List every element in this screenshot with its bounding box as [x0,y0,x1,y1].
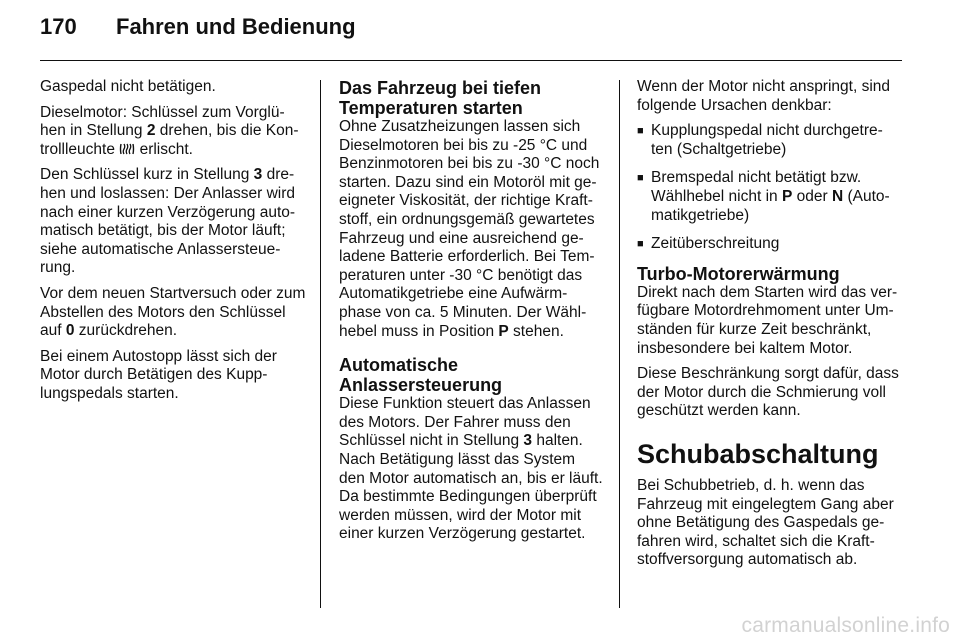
header-rule [40,60,902,61]
list-item: ■ Kupplungspedal nicht durchgetre-ten (Schaltgetriebe) [637,122,903,159]
page-title: Fahren und Bedienung [116,14,356,39]
section-heading: Automatische Anlassersteuerung [339,355,503,396]
column-2 [339,78,605,551]
column-divider-1 [320,80,321,608]
paragraph: Wenn der Motor nicht anspringt, sind folgende Ursachen denkbar: [637,78,891,114]
paragraph: Gaspedal nicht betätigen. [40,78,216,95]
watermark: carmanualsonline.info [741,614,950,637]
paragraph: Vor dem neuen Startversuch oder zum Abstellen des Motors den Schlüssel auf 0 zurückdrehen. [40,284,306,340]
list-item: ■ Bremspedal nicht betätigt bzw. Wählhebel nicht in P oder N (Auto-matikgetriebe) [637,169,903,225]
paragraph: Den Schlüssel kurz in Stellung 3 dre-hen und loslassen: Der Anlasser wird nach einer kurzen Verzögerung auto-matisch betätigt, bis der Motor läuft; siehe automatische Anlassersteue-rung. [40,166,296,277]
page-number: 170 [40,14,77,39]
paragraph: Dieselmotor: Schlüssel zum Vorglü-hen in Stellung 2 drehen, bis die Kon-trollleuchte erlischt. [40,103,299,158]
paragraph: Diese Beschränkung sorgt dafür, dass der Motor durch die Schmierung voll geschützt werden kann. [637,365,899,420]
column-3 [637,78,903,577]
paragraph: Ohne Zusatzheizungen lassen sich Dieselmotoren bei bis zu -25 °C und Benzinmotoren bei bis zu -30 °C noch starten. Dazu sind ein Motoröl mit ge-eigneter Viskosität, der richtige Kraft-stoff, ein ordnungsgemäß gewartetes Fahrzeug und eine ausreichend ge-ladene Batterie erforderlich. Bei Tem-peraturen unter -30 °C benötigt das Automatikgetriebe eine Aufwärm-phase von ca. 5 Minuten. Der Wähl-hebel muss in Position P stehen. [339,118,600,340]
paragraph: Direkt nach dem Starten wird das ver-fügbare Motordrehmoment unter Um-ständen für kurze Zeit beschränkt, insbesondere bei kaltem Motor. [637,283,898,357]
paragraph: Bei Schubbetrieb, d. h. wenn das Fahrzeug mit eingelegtem Gang aber ohne Betätigung des Gaspedals ge-fahren wird, schaltet sich die Kraft-stoffversorgung automatisch ab. [637,476,894,569]
section-heading: Das Fahrzeug bei tiefen Temperaturen starten [339,78,542,118]
page-header [40,14,356,40]
paragraph: Diese Funktion steuert das Anlassen des Motors. Der Fahrer muss den Schlüssel nicht in Stellung 3 halten. Nach Betätigung lässt das System den Motor automatisch an, bis er läuft. Da bestimmte Bedingungen überprüft werden müssen, wird der Motor mit einer kurzen Verzögerung gestartet. [339,395,603,543]
paragraph: Bei einem Autostopp lässt sich der Motor durch Betätigen des Kupp-lungspedals starten. [40,347,277,402]
cause-list [637,122,903,254]
glow-plug-icon [119,142,135,156]
column-divider-2 [619,80,620,608]
list-item: ■ Zeitüberschreitung [637,235,903,254]
section-heading: Turbo-Motorerwärmung [637,263,840,284]
chapter-heading: Schubabschaltung [637,438,879,469]
column-1 [40,78,306,411]
